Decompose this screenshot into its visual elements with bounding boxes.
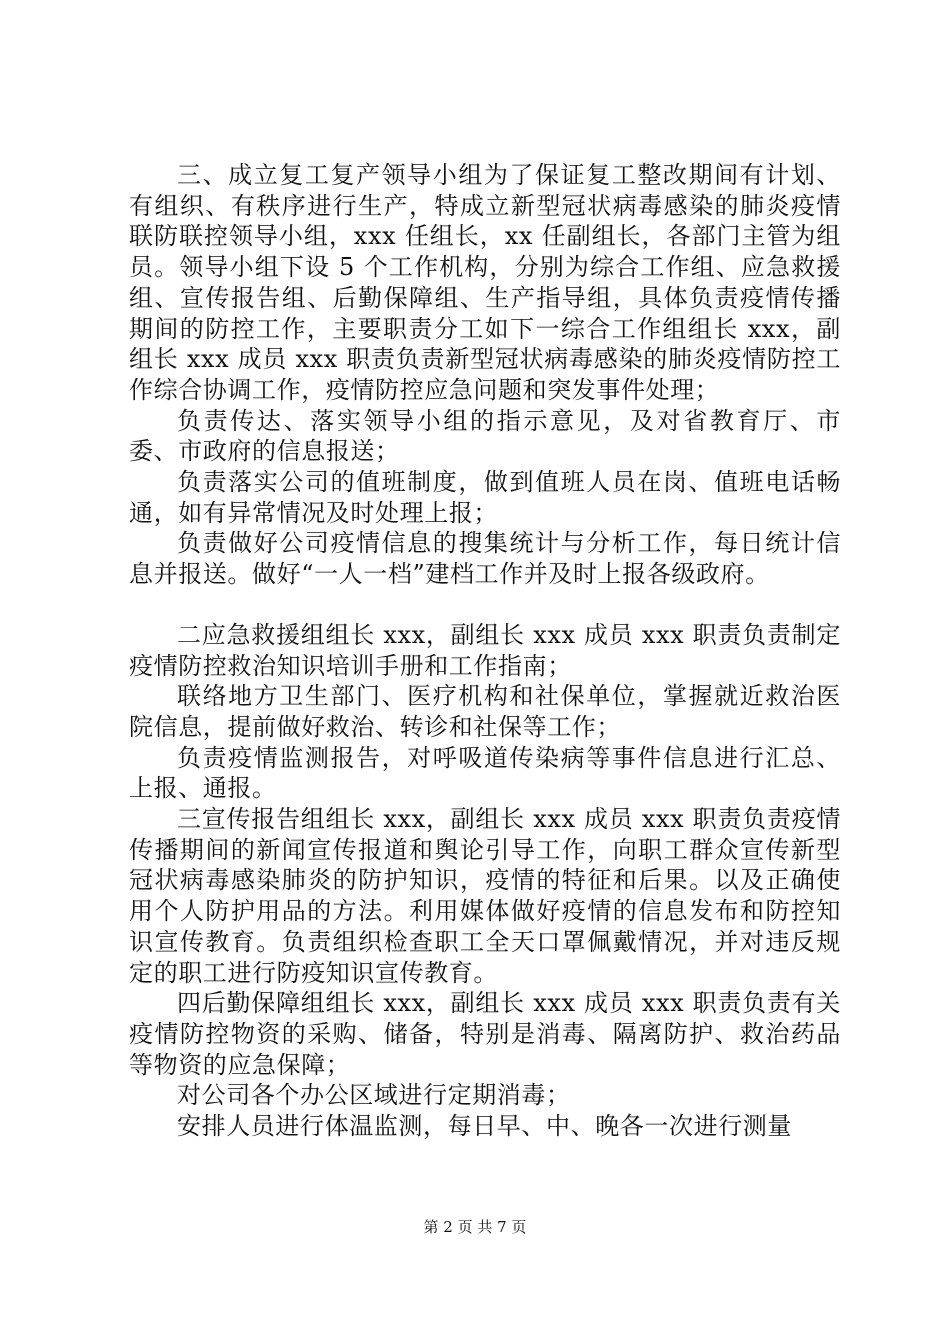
paragraph-disinfection: 对公司各个办公区域进行定期消毒；: [177, 1081, 571, 1110]
paragraph-emergency-rescue-group: 二应急救援组组长 xxx，副组长 xxx 成员 xxx 职责负责制定疫情防控救治知识培训手册和工作指南；: [129, 620, 841, 680]
paragraph-temperature-check: 安排人员进行体温监测，每日早、中、晚各一次进行测量: [177, 1112, 792, 1141]
document-body: [129, 160, 841, 1142]
paragraph-logistics-group: 四后勤保障组组长 xxx，副组长 xxx 成员 xxx 职责负责有关疫情防控物资的采购、储备，特别是消毒、隔离防护、救治药品等物资的应急保障；: [129, 989, 841, 1079]
paragraph-medical-liaison: 联络地方卫生部门、医疗机构和社保单位，掌握就近救治医院信息，提前做好救治、转诊和社保等工作；: [129, 682, 841, 741]
paragraph-duty-system: 负责落实公司的值班制度，做到值班人员在岗、值班电话畅通，如有异常情况及时处理上报；: [129, 468, 841, 527]
paragraph-report-instructions: 负责传达、落实领导小组的指示意见，及对省教育厅、市委、市政府的信息报送；: [129, 406, 841, 466]
paragraph-publicity-group: 三宣传报告组组长 xxx，副组长 xxx 成员 xxx 职责负责疫情传播期间的新闻宣传报道和舆论引导工作，向职工群众宣传新型冠状病毒感染肺炎的防护知识，疫情的特征和后果。以及正确使用个人防护用品的方法。利用媒体做好疫情的信息发布和防控知识宣传教育。负责组织检查职工全天口罩佩戴情况，并对违反规定的职工进行防疫知识宣传教育。: [129, 805, 841, 987]
paragraph-info-statistics: 负责做好公司疫情信息的搜集统计与分析工作，每日统计信息并报送。做好“一人一档”建档工作并及时上报各级政府。: [129, 529, 841, 589]
paragraph-monitoring-report: 负责疫情监测报告，对呼吸道传染病等事件信息进行汇总、上报、通报。: [129, 743, 841, 803]
page-number-footer: 第 2 页 共 7 页: [423, 1218, 527, 1236]
paragraph-leadership-group: 三、成立复工复产领导小组为了保证复工整改期间有计划、有组织、有秩序进行生产，特成立新型冠状病毒感染的肺炎疫情联防联控领导小组，xxx 任组长，xx 任副组长，各部门主管为组员。领导小组下设 5 个工作机构，分别为综合工作组、应急救援组、宣传报告组、后勤保障组、生产指导组，具体负责疫情传播期间的防控工作，主要职责分工如下一综合工作组组长 xxx，副组长 xxx 成员 xxx 职责负责新型冠状病毒感染的肺炎疫情防控工作综合协调工作，疫情防控应急问题和突发事件处理；: [129, 161, 841, 404]
